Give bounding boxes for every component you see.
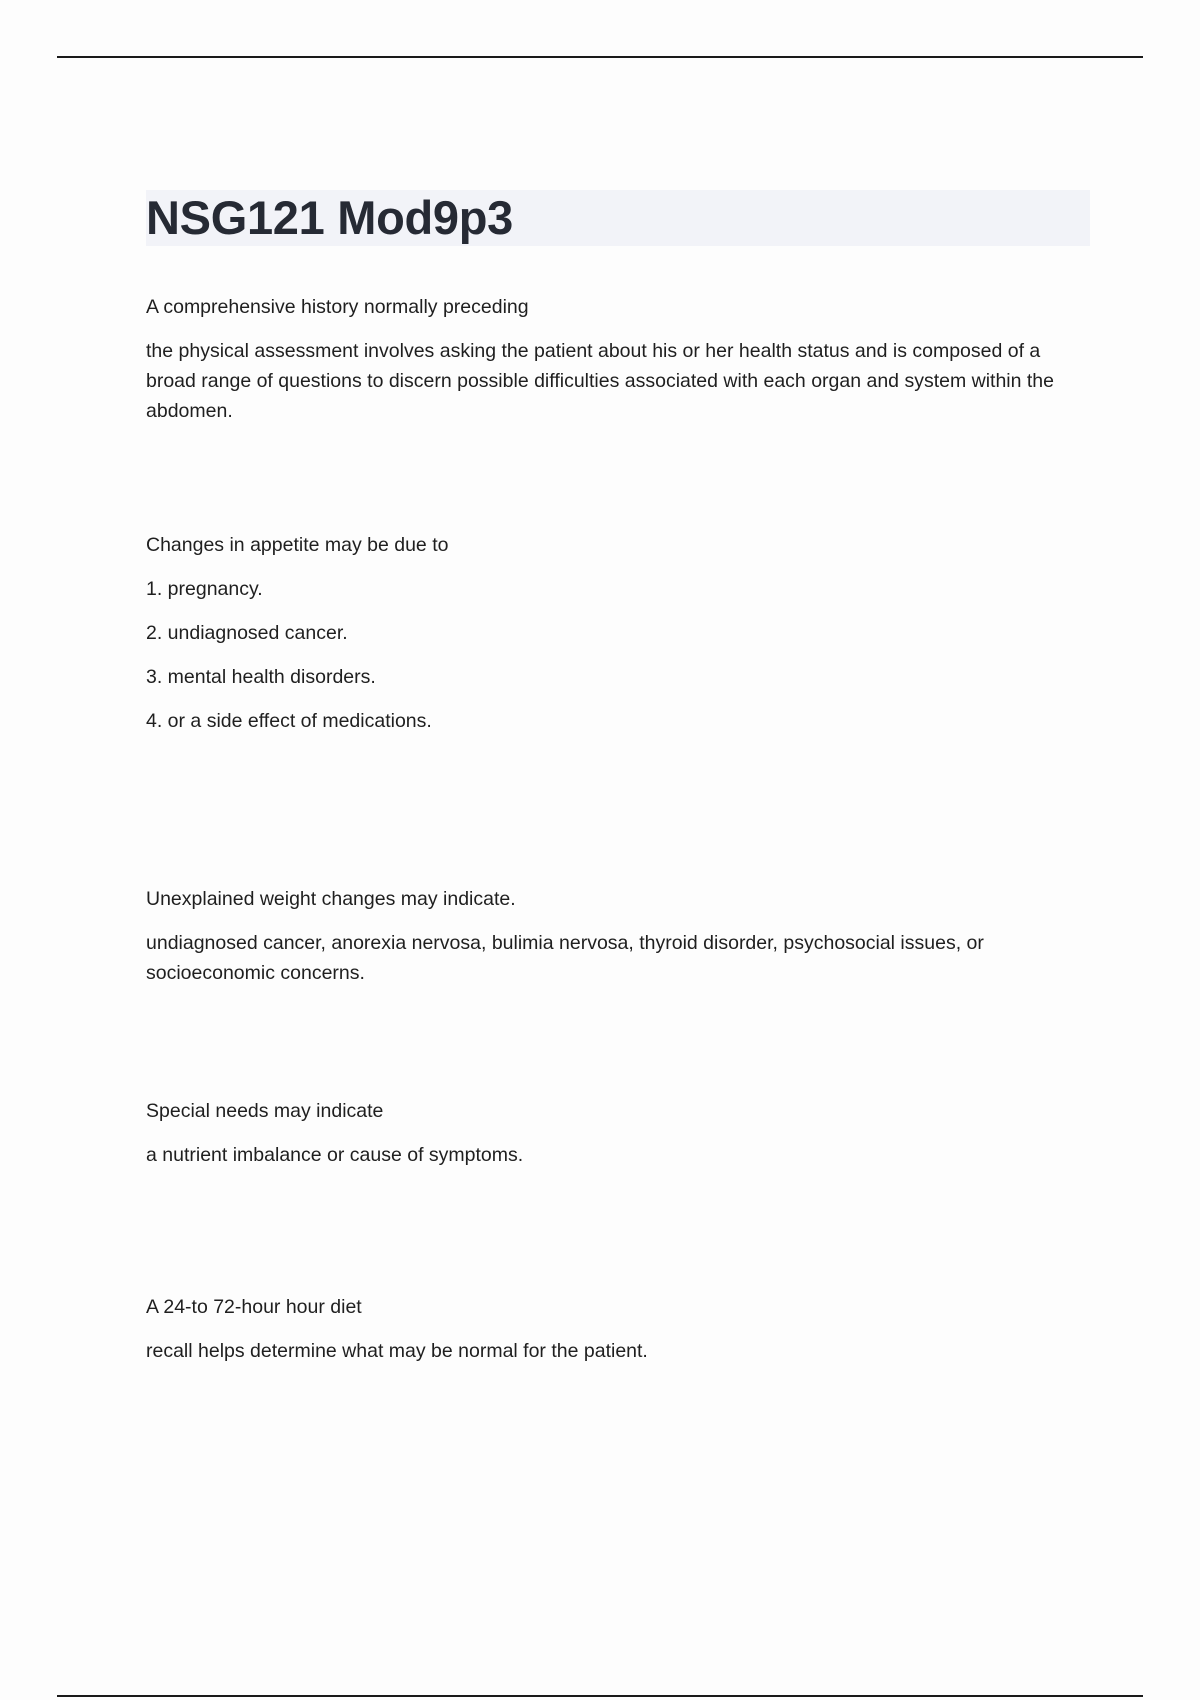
card-definition-item: 3. mental health disorders.	[146, 666, 376, 688]
flashcard	[146, 1292, 1090, 1366]
flashcard	[146, 530, 1090, 736]
card-definition: recall helps determine what may be normal for the patient.	[146, 1340, 648, 1362]
flashcard	[146, 292, 1090, 426]
card-definition: a nutrient imbalance or cause of symptoms.	[146, 1144, 524, 1166]
card-definition: the physical assessment involves asking the patient about his or her health status and is composed of a broad range of questions to discern possible difficulties associated with each organ and system within the abdomen.	[146, 340, 1054, 422]
card-definition: undiagnosed cancer, anorexia nervosa, bulimia nervosa, thyroid disorder, psychosocial issues, or socioeconomic concerns.	[146, 932, 984, 984]
card-definition-item: 2. undiagnosed cancer.	[146, 622, 348, 644]
title-band	[146, 190, 1090, 246]
card-term: A 24-to 72-hour hour diet	[146, 1296, 362, 1318]
flashcard	[146, 1096, 1090, 1170]
card-term: Unexplained weight changes may indicate.	[146, 888, 516, 910]
document-body	[146, 190, 1090, 1380]
top-rule	[57, 56, 1143, 58]
bottom-rule	[57, 1695, 1143, 1697]
card-term: Special needs may indicate	[146, 1100, 384, 1122]
card-definition-item: 4. or a side effect of medications.	[146, 710, 432, 732]
card-term: Changes in appetite may be due to	[146, 534, 449, 556]
card-definition-item: 1. pregnancy.	[146, 578, 263, 600]
page-title: NSG121 Mod9p3	[146, 191, 513, 244]
flashcard	[146, 884, 1090, 988]
card-term: A comprehensive history normally preceding	[146, 296, 529, 318]
